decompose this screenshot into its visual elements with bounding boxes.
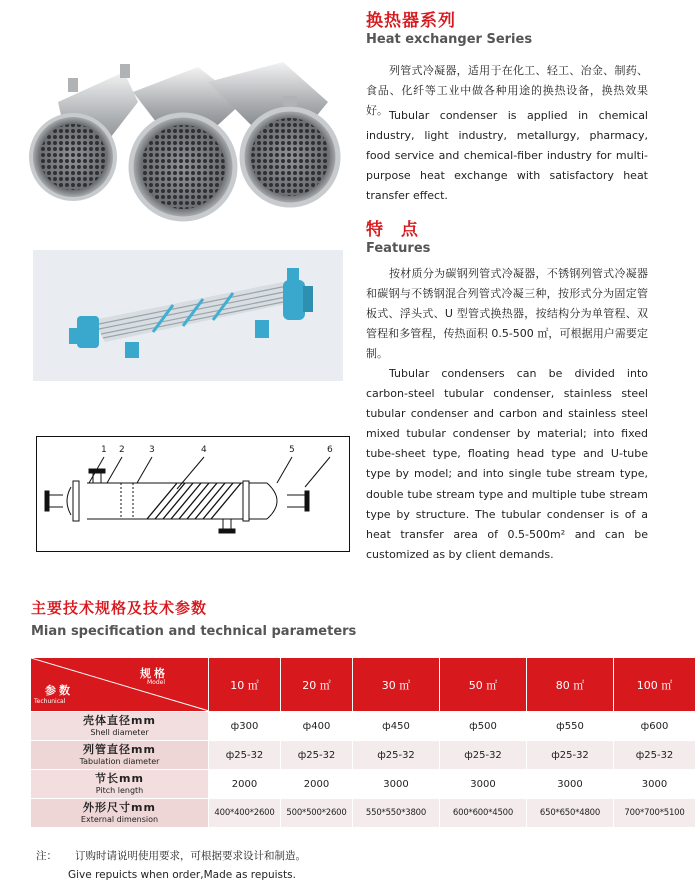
table-cell: ф600: [614, 712, 696, 741]
table-cell: 3000: [614, 770, 696, 799]
table-cell: ф300: [209, 712, 281, 741]
table-cell: ф25-32: [353, 741, 440, 770]
table-cell: ф400: [281, 712, 353, 741]
note-text-cn: 订购时请说明使用要求，可根据要求设计和制造。: [75, 850, 306, 862]
specs-title-cn: 主要技术规格及技术参数: [31, 599, 208, 617]
table-cell: 2000: [281, 770, 353, 799]
row-label: [31, 712, 209, 741]
row-label-en: Pitch length: [95, 785, 144, 795]
features-title-en: Features: [366, 241, 431, 256]
schematic-label-2: 2: [119, 445, 125, 455]
row-label: [31, 799, 209, 828]
row-label: [31, 741, 209, 770]
specs-table: [30, 657, 696, 828]
row-label-en: External dimension: [80, 814, 159, 824]
table-cell: ф500: [440, 712, 527, 741]
schematic-label-1: 1: [101, 445, 107, 455]
corner-tech-en: Techunical: [34, 698, 66, 705]
table-row: [31, 712, 696, 741]
column-header: 100 ㎡: [614, 658, 696, 712]
section-title-en: Heat exchanger Series: [366, 32, 533, 47]
features-title-cn: 特 点: [366, 220, 424, 240]
column-header: 10 ㎡: [209, 658, 281, 712]
table-cell: 700*700*5100: [614, 799, 696, 828]
features-text-en: Tubular condensers can be divided into carbon-steel tubular condenser, stainless steel tubular condenser and carbon and stainless steel mixed tubular condenser by material; into fixed tube-sheet type, floating head type and U-tube type by model; and into single tube stream type, double tube stream type and multiple tube stream type by structure. The tubular condenser is of a heat transfer area of 0.5-500m² and can be customized as by client demands.: [366, 367, 648, 561]
table-cell: 550*550*3800: [353, 799, 440, 828]
column-header: 80 ㎡: [527, 658, 614, 712]
heat-exchanger-photo: [28, 62, 354, 222]
corner-model-cn: 规格: [140, 667, 168, 680]
table-cell: ф25-32: [440, 741, 527, 770]
note-label: 注：: [36, 850, 57, 862]
corner-model-en: Model: [146, 679, 165, 686]
table-cell: 3000: [527, 770, 614, 799]
row-label-en: Tabulation diameter: [79, 756, 160, 766]
corner-tech-cn: 参数: [45, 684, 73, 697]
table-cell: ф25-32: [614, 741, 696, 770]
column-header: 30 ㎡: [353, 658, 440, 712]
intro-text-cn: 列管式冷凝器，适用于在化工、轻工、冶金、制药、食品、化纤等工业中做各种用途的换热设备，换热效果好。: [366, 64, 648, 117]
table-cell: 650*650*4800: [527, 799, 614, 828]
schematic-drawing: [37, 437, 349, 551]
row-label: [31, 770, 209, 799]
table-row: [31, 770, 696, 799]
order-note-cn: [36, 848, 306, 863]
column-header: 20 ㎡: [281, 658, 353, 712]
specs-title-en: Mian specification and technical parameters: [31, 624, 357, 639]
column-header: 50 ㎡: [440, 658, 527, 712]
intro-text-en: Tubular condenser is applied in chemical industry, light industry, metallurgy, pharmacy, food service and chemical-fiber industry for multi-purpose heat exchange with satisfactory heat transfer effect.: [366, 109, 648, 202]
table-cell: ф25-32: [281, 741, 353, 770]
row-label-cn: 节长mm: [95, 771, 144, 785]
table-row: [31, 799, 696, 828]
section-title-cn: 换热器系列: [366, 11, 456, 31]
row-label-cn: 外形尺寸mm: [83, 800, 156, 814]
row-label-cn: 列管直径mm: [83, 742, 156, 756]
schematic-diagram: [36, 436, 350, 552]
order-note-en: Give repuicts when order,Made as repuists.: [68, 869, 296, 881]
schematic-label-5: 5: [289, 445, 295, 455]
row-label-cn: 壳体直径mm: [83, 713, 156, 727]
table-cell: 3000: [353, 770, 440, 799]
schematic-label-3: 3: [149, 445, 155, 455]
schematic-label-6: 6: [327, 445, 333, 455]
row-label-en: Shell diameter: [90, 727, 149, 737]
table-cell: 500*500*2600: [281, 799, 353, 828]
table-cell: 400*400*2600: [209, 799, 281, 828]
table-row: [31, 741, 696, 770]
schematic-label-4: 4: [201, 445, 207, 455]
table-cell: ф25-32: [527, 741, 614, 770]
table-cell: 2000: [209, 770, 281, 799]
table-header-row: [31, 658, 696, 712]
exchanger-3d-render: [33, 250, 343, 381]
table-cell: 600*600*4500: [440, 799, 527, 828]
table-cell: ф550: [527, 712, 614, 741]
table-cell: 3000: [440, 770, 527, 799]
table-cell: ф25-32: [209, 741, 281, 770]
table-cell: ф450: [353, 712, 440, 741]
table-corner-cell: [31, 658, 209, 712]
features-text-cn: 按材质分为碳钢列管式冷凝器，不锈钢列管式冷凝器和碳钢与不锈钢混合列管式冷凝三种，按形式分为固定管板式、浮头式、U 型管式换热器，按结构分为单管程、双管程和多管程，传热面积 0.5-500 ㎡，可根据用户需要定制。: [366, 267, 648, 360]
